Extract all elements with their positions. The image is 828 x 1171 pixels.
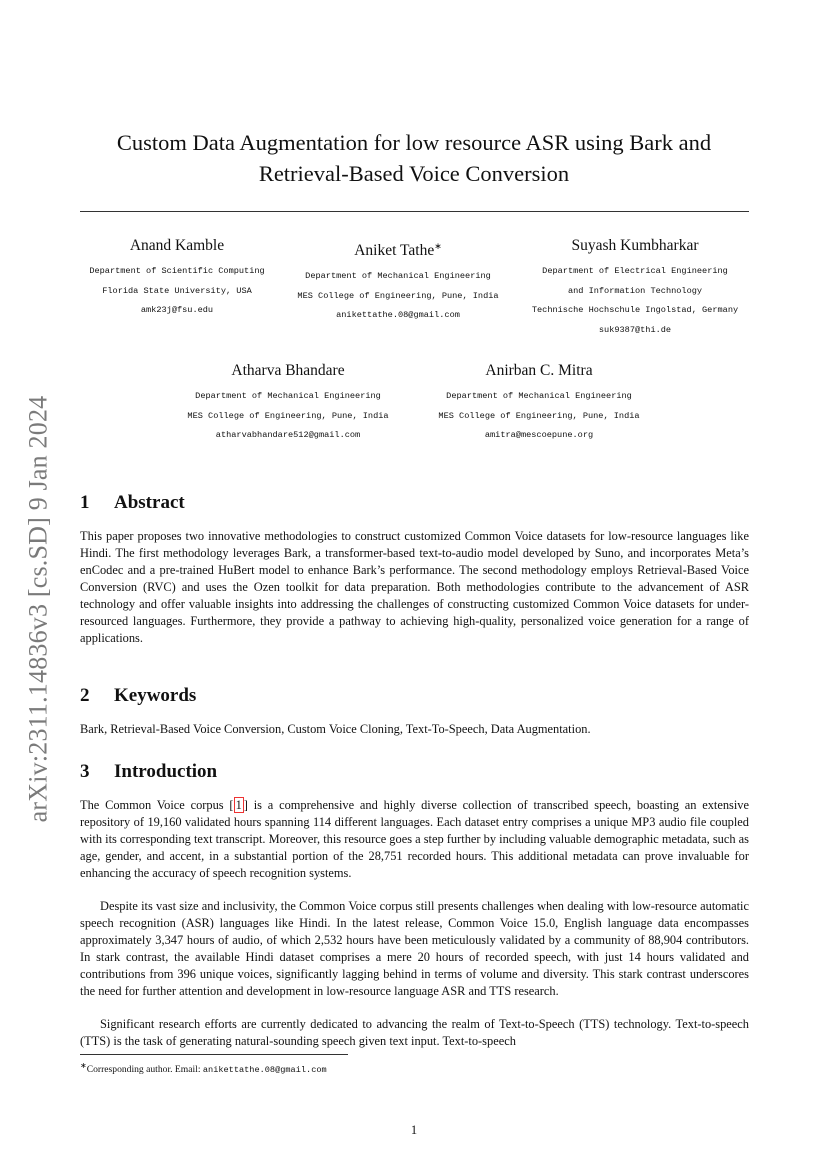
section-number: 3 bbox=[80, 761, 90, 782]
arxiv-identifier-text: arXiv:2311.14836v3 [cs.SD] 9 Jan 2024 bbox=[23, 395, 53, 823]
author-affiliation: Florida State University, USA bbox=[102, 285, 252, 296]
author-block-5 bbox=[431, 361, 647, 446]
author-affiliation: MES College of Engineering, Pune, India bbox=[297, 290, 499, 301]
author-email: anikettathe.08@gmail.com bbox=[336, 310, 460, 321]
author-affiliation: and Information Technology bbox=[567, 285, 703, 296]
author-affiliation: Department of Mechanical Engineering bbox=[305, 271, 491, 282]
author-affiliation: Department of Mechanical Engineering bbox=[195, 391, 381, 401]
section-heading-introduction bbox=[80, 761, 217, 783]
author-affiliation: Department of Mechanical Engineering bbox=[446, 391, 632, 401]
citation-link[interactable]: 1 bbox=[235, 798, 242, 812]
author-block-1 bbox=[80, 236, 274, 321]
author-block-4 bbox=[180, 361, 396, 446]
corresponding-author-mark: ∗ bbox=[434, 241, 442, 251]
author-block-2 bbox=[290, 236, 506, 326]
footnote bbox=[80, 1059, 749, 1077]
introduction-paragraph-2: Despite its vast size and inclusivity, the Common Voice corpus still presents challenges when dealing with low-resource automatic speech recognition (ASR) languages like Hindi. In the latest release, Common Voice 15.0, English language data encompasses approximately 3,347 hours of audio, of which 2,532 hours have been meticulously validated by a community of 88,904 contributors. In stark contrast, the available Hindi dataset comprises a mere 20 hours of recorded speech, with just 14 hours validated and contributions from 396 unique voices, significantly lagging behind in terms of volume and diversity. This stark contrast underscores the need for further attention and development in low-resource language ASR and TTS research. bbox=[80, 899, 749, 998]
footnote-mark: ∗ bbox=[80, 1061, 87, 1070]
author-name: Anirban C. Mitra bbox=[485, 362, 593, 379]
author-affiliation: MES College of Engineering, Pune, India bbox=[187, 410, 389, 421]
section-number: 1 bbox=[80, 492, 90, 513]
footnote-divider bbox=[80, 1054, 348, 1055]
abstract-paragraph: This paper proposes two innovative methodologies to construct customized Common Voice datasets for low-resource languages like Hindi. The first methodology leverages Bark, a transformer-based text-to-audio model developed by Suno, and incorporates Meta’s enCodec and a pre-trained HuBert model to enhance Bark’s performance. The second methodology employs Retrieval-Based Voice Conversion (RVC) and uses the Ozen toolkit for data preparation. Both methodologies contribute to the advancement of ASR technology and offer valuable insights into addressing the challenges of constructing customized Common Voice datasets for under-resourced languages. Furthermore, they provide a pathway to achieving high-quality, personalized voice generation for a range of applications. bbox=[80, 529, 749, 645]
section-heading-abstract bbox=[80, 492, 185, 514]
paper-title bbox=[80, 127, 748, 189]
section-number: 2 bbox=[80, 685, 90, 706]
title-line-1: Custom Data Augmentation for low resource ASR using Bark and bbox=[116, 130, 712, 155]
introduction-paragraph-1: The Common Voice corpus [ 1 ] is a comprehensive and highly diverse collection of transcribed speech, boasting an extensive repository of 19,160 validated hours spanning 114 different languages. Each dataset entry comprises a unique MP3 audio file coupled with its corresponding text transcript. Moreover, this resource goes a step further by including valuable demographic metadata, such as age, gender, and accent, in a substantial portion of the 28,751 recorded hours. This additional metadata can prove invaluable for enhancing the accuracy of speech recognition systems. bbox=[80, 798, 749, 880]
footnote-text: Corresponding author. Email: bbox=[86, 1064, 203, 1076]
author-affiliation: Department of Electrical Engineering bbox=[542, 266, 728, 276]
author-email: amk23j@fsu.edu bbox=[140, 305, 214, 315]
page-number: 1 bbox=[410, 1123, 418, 1137]
author-email: atharvabhandare512@gmail.com bbox=[215, 430, 361, 440]
introduction-paragraph-3: Significant research efforts are currently dedicated to advancing the realm of Text-to-Speech (TTS) technology. Text-to-speech (TTS) is the task of generating natural-sounding speech given text input. Text-to-speech bbox=[80, 1017, 749, 1048]
author-email: amitra@mescoepune.org bbox=[484, 430, 594, 440]
author-affiliation: Technische Hochschule Ingolstad, Germany bbox=[531, 305, 739, 315]
title-divider bbox=[80, 211, 749, 212]
author-email: suk9387@thi.de bbox=[598, 324, 672, 335]
section-title: Abstract bbox=[114, 492, 185, 513]
footnote-email: anikettathe.08@gmail.com bbox=[202, 1065, 327, 1076]
section-title: Introduction bbox=[114, 761, 218, 782]
author-name: Aniket Tathe∗ bbox=[354, 241, 442, 260]
author-name: Anand Kamble bbox=[129, 237, 225, 254]
arxiv-identifier-stamp bbox=[18, 378, 58, 840]
author-block-3 bbox=[522, 236, 748, 340]
author-affiliation: Department of Scientific Computing bbox=[89, 266, 265, 276]
title-line-2: Retrieval-Based Voice Conversion bbox=[258, 161, 570, 186]
author-name: Atharva Bhandare bbox=[231, 362, 345, 379]
keywords-paragraph: Bark, Retrieval-Based Voice Conversion, Custom Voice Cloning, Text-To-Speech, Data Augmentation. bbox=[80, 722, 591, 736]
author-name: Suyash Kumbharkar bbox=[571, 237, 699, 254]
section-title: Keywords bbox=[114, 685, 197, 706]
author-affiliation: MES College of Engineering, Pune, India bbox=[438, 410, 640, 421]
section-heading-keywords bbox=[80, 685, 196, 707]
